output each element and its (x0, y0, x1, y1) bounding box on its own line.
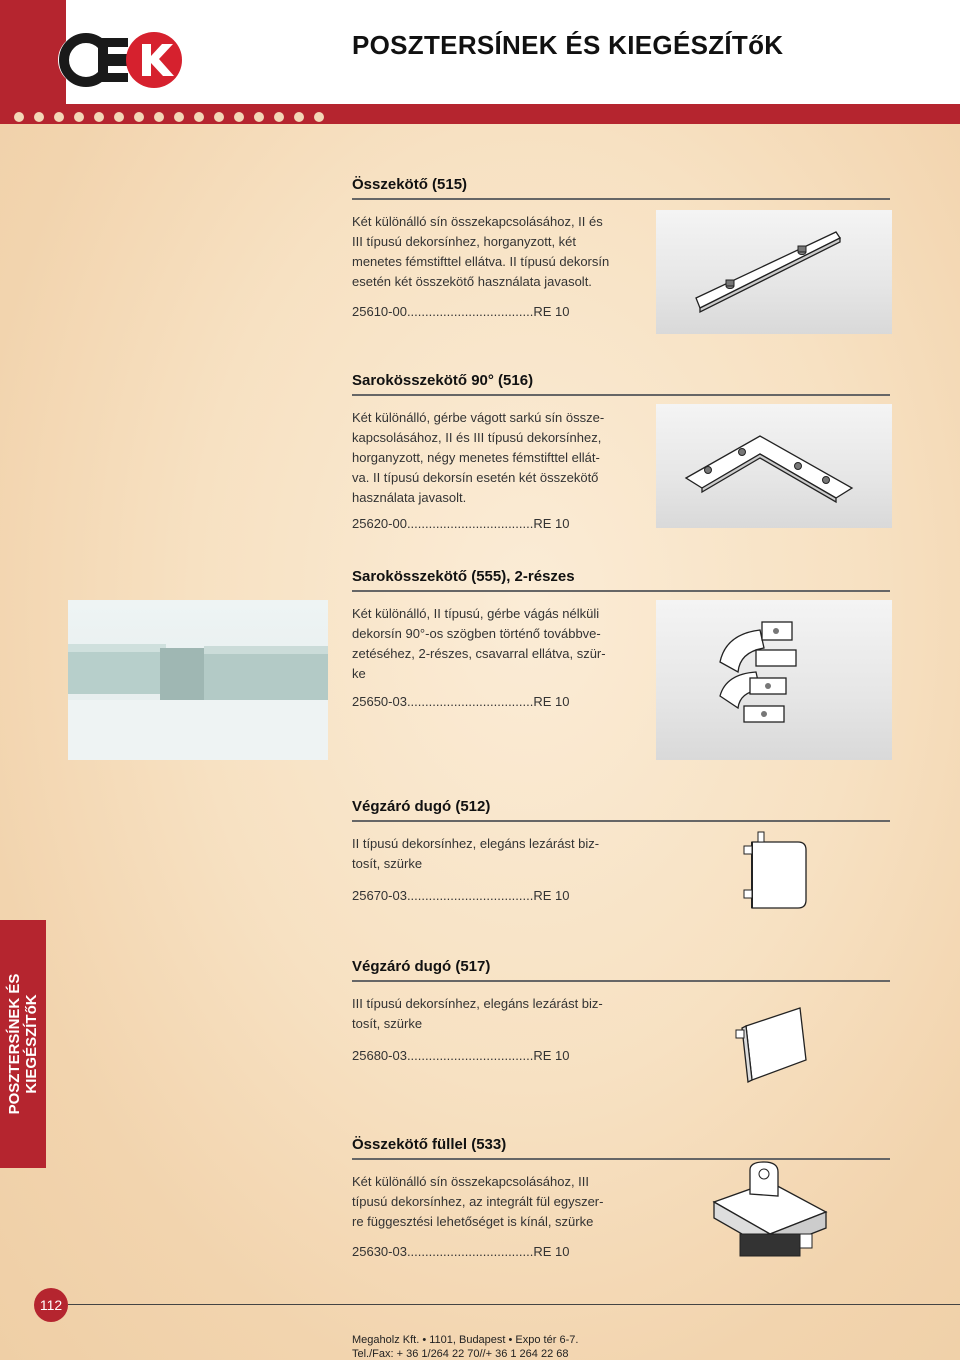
product-image-515 (656, 210, 892, 334)
desc-line: Két különálló sín összekapcsolásához, III (352, 1174, 590, 1189)
band-dot (74, 112, 84, 122)
page-number-rule (68, 1304, 960, 1305)
section-rule (352, 394, 890, 396)
desc-line: Két különálló sín összekapcsolásához, II és (352, 214, 603, 229)
band-dot (174, 112, 184, 122)
product-title-533: Összekötő füllel (533) (352, 1136, 507, 1153)
desc-line: esetén két összekötő használata javasolt. (352, 274, 592, 289)
band-dot (214, 112, 224, 122)
product-title-516: Sarokösszekötő 90° (516) (352, 372, 534, 389)
band-dot (14, 112, 24, 122)
side-tab-label (6, 974, 40, 1115)
desc-line: használata javasolt. (352, 490, 467, 505)
header-bar (0, 0, 960, 104)
two-part-connector-drawing (656, 600, 892, 760)
product-desc-517 (352, 994, 603, 1034)
desc-line: zetéséhez, 2-részes, csavarral ellátva, szür- (352, 646, 606, 661)
side-tab-line2: KIEGÉSZÍTőK (23, 994, 40, 1094)
page-title: POSZTERSÍNEK ÉS KIEGÉSZÍTőK (352, 30, 784, 60)
desc-line: ke (352, 666, 366, 681)
product-code-515: 25610-00...................................RE 10 (352, 304, 570, 319)
section-rule (352, 198, 890, 200)
product-title-517: Végzáró dugó (517) (352, 958, 491, 975)
product-desc-516 (352, 408, 604, 508)
desc-line: va. II típusú dekorsín esetén két összekötő (352, 470, 599, 485)
page-number: 112 (34, 1288, 68, 1322)
desc-line: III típusú dekorsínhez, elegáns lezárást biz- (352, 996, 603, 1011)
desc-line: tosít, szürke (352, 856, 423, 871)
band-dot (254, 112, 264, 122)
rail-corner-photo (68, 600, 328, 760)
desc-line: II típusú dekorsínhez, elegáns lezárást biz- (352, 836, 600, 851)
band-dot (34, 112, 44, 122)
desc-line: re függesztési lehetőséget is kínál, szürke (352, 1214, 594, 1229)
desc-line: Két különálló, II típusú, gérbe vágás nélküli (352, 606, 600, 621)
band-dot (274, 112, 284, 122)
product-code-516: 25620-00...................................RE 10 (352, 516, 570, 531)
product-title-512: Végzáró dugó (512) (352, 798, 491, 815)
desc-line: horganyzott, négy menetes fémstifttel ellát- (352, 450, 600, 465)
desc-line: tosít, szürke (352, 1016, 423, 1031)
product-code-533: 25630-03...................................RE 10 (352, 1244, 570, 1259)
product-desc-512 (352, 834, 599, 874)
desc-line: III típusú dekorsínhez, horganyzott, két (352, 234, 577, 249)
oek-logo (58, 30, 186, 90)
footer-address: Megaholz Kft. • 1101, Budapest • Expo tér 6-7. (352, 1334, 579, 1346)
product-title-555: Sarokösszekötő (555), 2-részes (352, 568, 575, 585)
product-desc-533 (352, 1172, 603, 1232)
product-image-555 (656, 600, 892, 760)
band-dot (294, 112, 304, 122)
desc-line: típusú dekorsínhez, az integrált fül egyszer- (352, 1194, 604, 1209)
product-title-515: Összekötő (515) (352, 176, 468, 193)
dotted-band (0, 104, 960, 124)
section-rule (352, 590, 890, 592)
rail-photo-drawing (68, 600, 328, 760)
band-dot (134, 112, 144, 122)
side-tab-line1: POSZTERSÍNEK ÉS (6, 973, 23, 1115)
product-code-517: 25680-03...................................RE 10 (352, 1048, 570, 1063)
section-rule (352, 980, 890, 982)
desc-line: menetes fémstifttel ellátva. II típusú dekorsín (352, 254, 610, 269)
desc-line: Két különálló, gérbe vágott sarkú sín össze- (352, 410, 605, 425)
tab-connector-drawing (700, 1160, 850, 1270)
end-cap-512-drawing (730, 826, 830, 922)
product-desc-555 (352, 604, 624, 684)
band-dot (234, 112, 244, 122)
product-code-555: 25650-03...................................RE 10 (352, 694, 570, 709)
straight-connector-drawing (656, 210, 892, 334)
band-dot (114, 112, 124, 122)
desc-line: dekorsín 90°-os szögben történő továbbve- (352, 626, 601, 641)
band-dot (54, 112, 64, 122)
band-dot (194, 112, 204, 122)
end-cap-517-drawing (730, 1000, 830, 1090)
product-desc-515 (352, 212, 609, 292)
section-rule (352, 820, 890, 822)
header-red-strip (0, 0, 66, 104)
band-dot (94, 112, 104, 122)
product-code-512: 25670-03...................................RE 10 (352, 888, 570, 903)
footer-phone: Tel./Fax: + 36 1/264 22 70//+ 36 1 264 22 68 (352, 1348, 569, 1360)
corner-connector-drawing (656, 404, 892, 528)
product-image-516 (656, 404, 892, 528)
band-dot (314, 112, 324, 122)
band-dot (154, 112, 164, 122)
desc-line: kapcsolásához, II és III típusú dekorsínhez, (352, 430, 602, 445)
